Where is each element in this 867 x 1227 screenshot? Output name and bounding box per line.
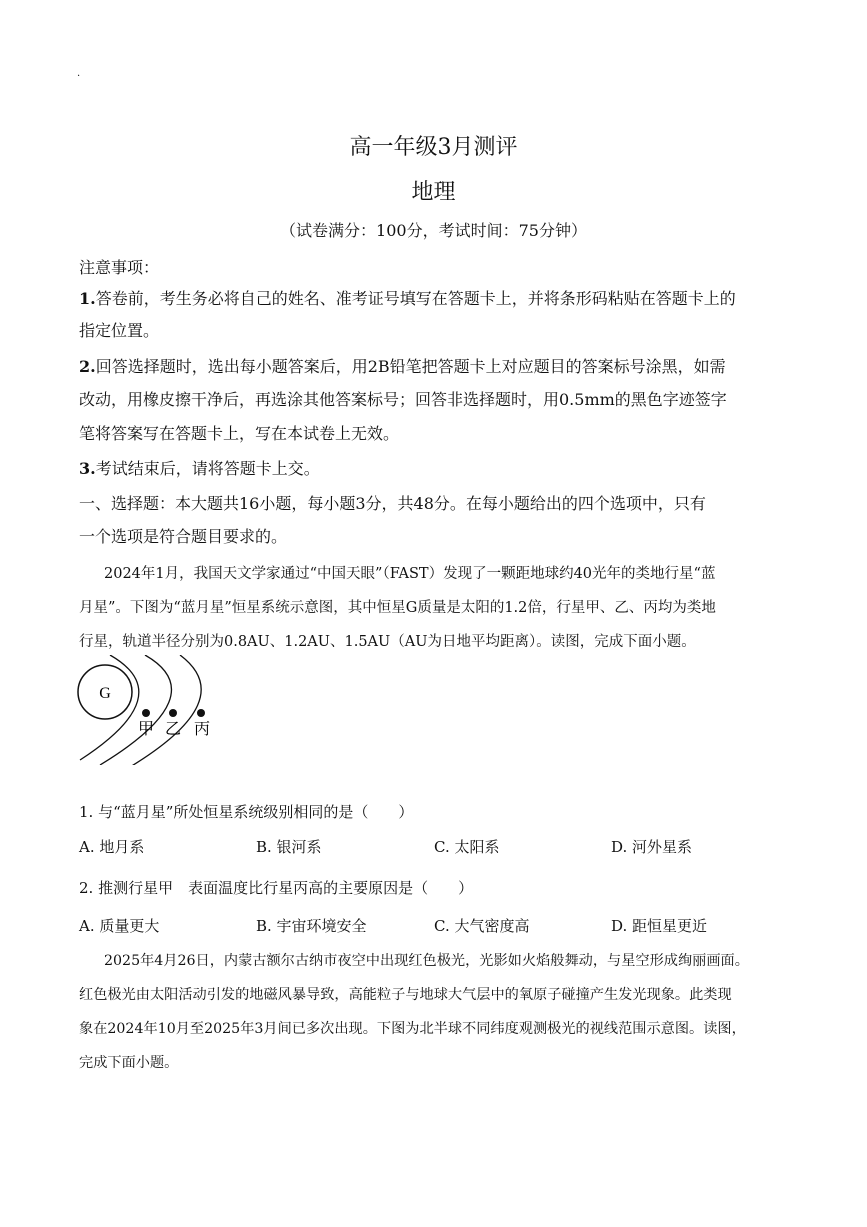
q2-option-c: C. 大气密度高	[434, 917, 530, 935]
q2-option-b: B. 宇宙环境安全	[256, 917, 367, 935]
orbit-yi	[100, 655, 171, 765]
notice-item-2	[79, 356, 726, 378]
question-1-stem: 1. 与“蓝月星”所处恒星系统级别相同的是（ ）	[79, 803, 414, 821]
q1-option-d: D. 河外星系	[611, 838, 693, 856]
q1-option-b: B. 银河系	[256, 838, 322, 856]
passage-1-line-2: 月星”。下图为“蓝月星”恒星系统示意图，其中恒星G质量是太阳的1.2倍，行星甲、乙、丙均为类地	[79, 600, 716, 616]
star-label: G	[99, 685, 111, 702]
planet-jia	[142, 709, 150, 717]
notice-item-2-cont2: 笔将答案写在答题卡上，写在本试卷上无效。	[79, 424, 400, 443]
notice-num: 1.	[79, 289, 96, 308]
stray-dot: .	[77, 68, 81, 79]
passage-2-line-2: 红色极光由太阳活动引发的地磁风暴导致，高能粒子与地球大气层中的氧原子碰撞产生发光现象。此类现	[79, 987, 732, 1003]
notice-item-1	[79, 288, 736, 310]
passage-2-line-1: 2025年4月26日，内蒙古额尔古纳市夜空中出现红色极光，光影如火焰般舞动，与星空形成绚丽画面。	[104, 953, 749, 969]
planet-bing	[197, 709, 205, 717]
q1-option-a: A. 地月系	[79, 838, 145, 856]
passage-1-line-3: 行星，轨道半径分别为0.8AU、1.2AU、1.5AU（AU为日地平均距离）。读图，完成下面小题。	[79, 634, 696, 650]
notice-heading: 注意事项：	[79, 258, 160, 277]
notice-text: 考试结束后，请将答题卡上交。	[95, 459, 320, 478]
q1-option-c: C. 太阳系	[434, 838, 500, 856]
notice-text: 回答选择题时，选出每小题答案后，用2B铅笔把答题卡上对应题目的答案标号涂黑，如需	[95, 357, 726, 376]
passage-2-line-3: 象在2024年10月至2025年3月间已多次出现。下图为北半球不同纬度观测极光的视线范围示意图。读图，	[79, 1021, 746, 1037]
q2-option-d: D. 距恒星更近	[611, 917, 708, 935]
passage-1-line-1: 2024年1月，我国天文学家通过“中国天眼”（FAST）发现了一颗距地球约40光年的类地行星“蓝	[104, 566, 716, 582]
notice-item-1-cont: 指定位置。	[79, 321, 160, 340]
exam-meta: （试卷满分：100分，考试时间：75分钟）	[280, 221, 587, 240]
star-system-diagram	[70, 655, 230, 765]
notice-item-2-cont: 改动，用橡皮擦干净后，再选涂其他答案标号；回答非选择题时，用0.5mm的黑色字迹签字	[79, 390, 727, 409]
planet-yi	[169, 709, 177, 717]
passage-2-line-4: 完成下面小题。	[79, 1055, 179, 1071]
question-2-stem: 2. 推测行星甲 表面温度比行星丙高的主要原因是（ ）	[79, 879, 474, 897]
planet-label-yi: 乙	[165, 719, 182, 738]
notice-num: 2.	[79, 357, 96, 376]
section-heading: 一、选择题：本大题共16小题，每小题3分，共48分。在每小题给出的四个选项中，只有	[79, 494, 706, 513]
notice-item-3	[79, 458, 320, 480]
section-heading-cont: 一个选项是符合题目要求的。	[79, 527, 288, 546]
notice-text: 答卷前，考生务必将自己的姓名、准考证号填写在答题卡上，并将条形码粘贴在答题卡上的	[95, 289, 736, 308]
notice-num: 3.	[79, 459, 96, 478]
page-title: 高一年级3月测评	[349, 135, 518, 160]
planet-label-jia: 甲	[138, 719, 155, 738]
planet-label-bing: 丙	[194, 719, 211, 738]
subject-title: 地理	[411, 180, 456, 205]
q2-option-a: A. 质量更大	[79, 917, 160, 935]
